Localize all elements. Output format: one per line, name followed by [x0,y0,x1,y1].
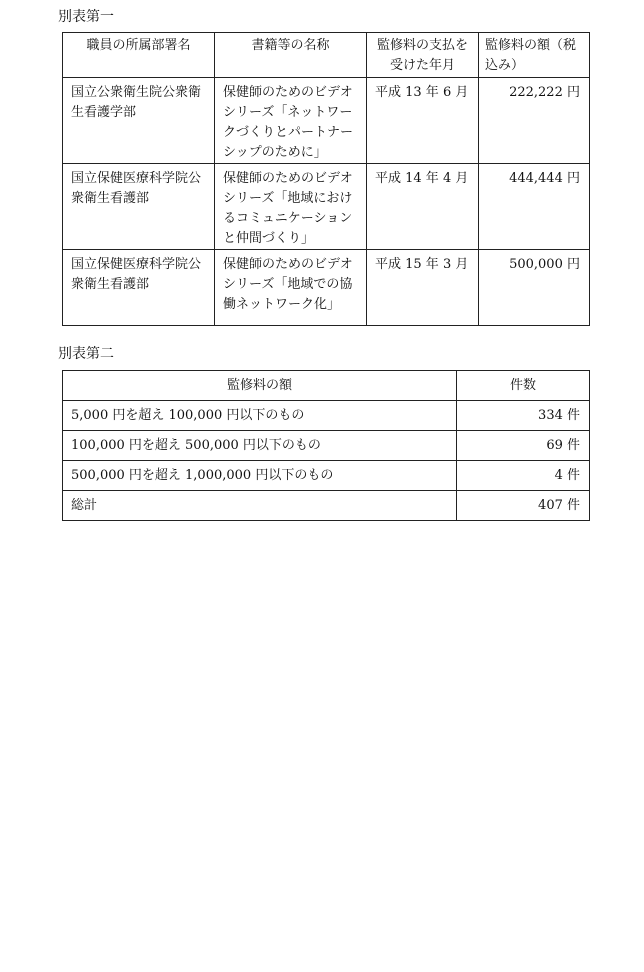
header-department: 職員の所属部署名 [63,33,215,78]
table-row [63,250,590,326]
header-fee-amount: 監修料の額（税 込み） [479,33,590,78]
cell-publication-name: 保健師のためのビデオ シリーズ「地域での協 働ネットワーク化」 [215,250,367,326]
cell-payment-date: 平成 13 年 6 月 [367,78,479,164]
header-payment-date: 監修料の支払を 受けた年月 [367,33,479,78]
header-count: 件数 [457,371,590,401]
cell-total-label: 総計 [63,491,457,521]
cell-fee-amount: 444,444 円 [479,164,590,250]
cell-payment-date: 平成 14 年 4 月 [367,164,479,250]
cell-total-count: 407 件 [457,491,590,521]
cell-fee-range: 5,000 円を超え 100,000 円以下のもの [63,401,457,431]
table2-header-row [63,371,590,401]
table-row [63,461,590,491]
table-row [63,431,590,461]
supervision-fee-detail-table [62,32,590,326]
cell-count: 4 件 [457,461,590,491]
cell-payment-date: 平成 15 年 3 月 [367,250,479,326]
cell-fee-range: 100,000 円を超え 500,000 円以下のもの [63,431,457,461]
cell-publication-name: 保健師のためのビデオ シリーズ「ネットワー クづくりとパートナー シップのために」 [215,78,367,164]
table-row [63,78,590,164]
table2-title: 別表第二 [58,346,114,362]
cell-publication-name: 保健師のためのビデオ シリーズ「地域におけ るコミュニケーション と仲間づくり」 [215,164,367,250]
table-row-total [63,491,590,521]
table-row [63,164,590,250]
cell-count: 69 件 [457,431,590,461]
cell-fee-range: 500,000 円を超え 1,000,000 円以下のもの [63,461,457,491]
cell-department: 国立保健医療科学院公 衆衛生看護部 [63,250,215,326]
cell-fee-amount: 222,222 円 [479,78,590,164]
header-fee-range: 監修料の額 [63,371,457,401]
fee-range-count-table [62,370,590,521]
cell-department: 国立公衆衛生院公衆衛 生看護学部 [63,78,215,164]
cell-count: 334 件 [457,401,590,431]
table1-title: 別表第一 [58,9,114,25]
table-row [63,401,590,431]
cell-fee-amount: 500,000 円 [479,250,590,326]
header-publication-name: 書籍等の名称 [215,33,367,78]
cell-department: 国立保健医療科学院公 衆衛生看護部 [63,164,215,250]
table1-header-row [63,33,590,78]
